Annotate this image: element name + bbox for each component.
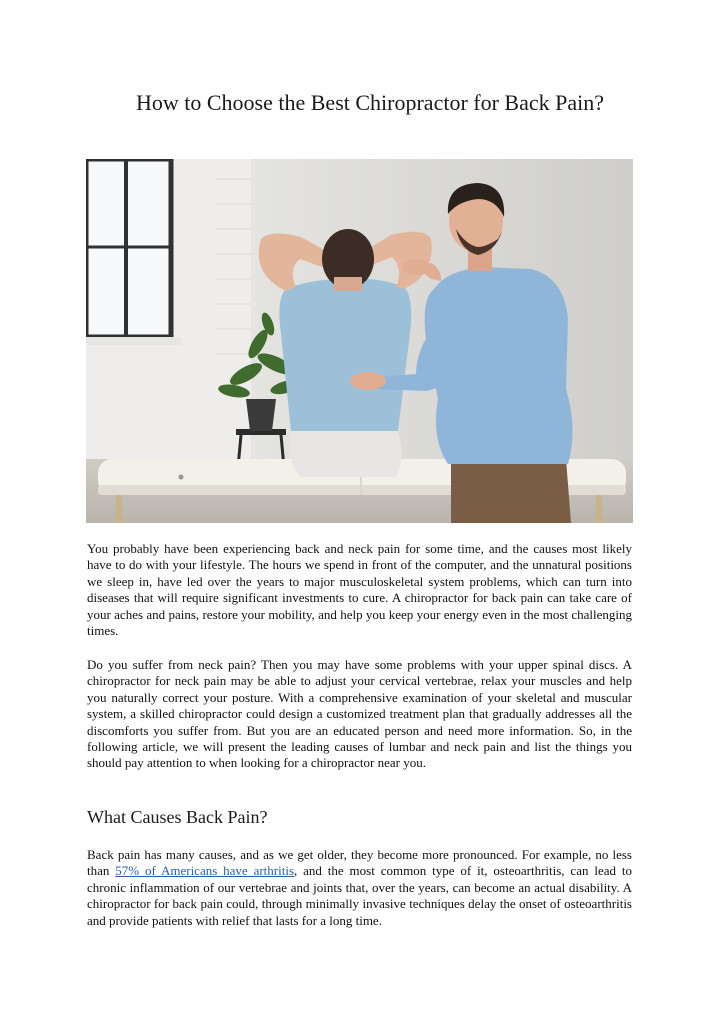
section-heading: What Causes Back Pain? [87, 807, 268, 827]
paragraph-text-after-link: , and the most common type of it, osteoarthritis, can lead to chronic inflammation of our vertebrae and joints that, over the years, can become an actual disability. A chiropractor for back pain could, through minimally invasive techniques delay the onset of osteoarthritis and provide patients with relief that lasts for a long time. [87, 863, 632, 928]
back-pain-causes-paragraph [87, 847, 632, 929]
intro-paragraph: You probably have been experiencing back and neck pain for some time, and the causes most likely have to do with your lifestyle. The hours we spend in front of the computer, and the unnatural positions we sleep in, have led over the years to major musculoskeletal system problems, which can turn into diseases that will require significant investments to cure. A chiropractor for back pain can take care of your aches and pains, restore your mobility, and help you keep your energy even in the most challenging times. [87, 541, 632, 639]
document-title: How to Choose the Best Chiropractor for Back Pain? [135, 90, 604, 115]
paragraph-text-before-link: Back pain has many causes, and as we get older, they become more pronounced. For example, no less than [87, 847, 632, 879]
neck-pain-paragraph: Do you suffer from neck pain? Then you may have some problems with your upper spinal discs. A chiropractor for neck pain may be able to adjust your cervical vertebrae, relax your muscles and help you naturally correct your posture. With a comprehensive examination of your skeletal and muscular system, a skilled chiropractor could design a customized treatment plan that gradually addresses all the discomforts you suffer from. But you are an educated person and need more information. So, in the following article, we will present the leading causes of lumbar and neck pain and list the things you should pay attention to when looking for a chiropractor near you. [87, 657, 632, 771]
chiropractor-photo [86, 159, 633, 523]
arthritis-statistic-link[interactable]: 57% of Americans have arthritis [115, 863, 295, 879]
